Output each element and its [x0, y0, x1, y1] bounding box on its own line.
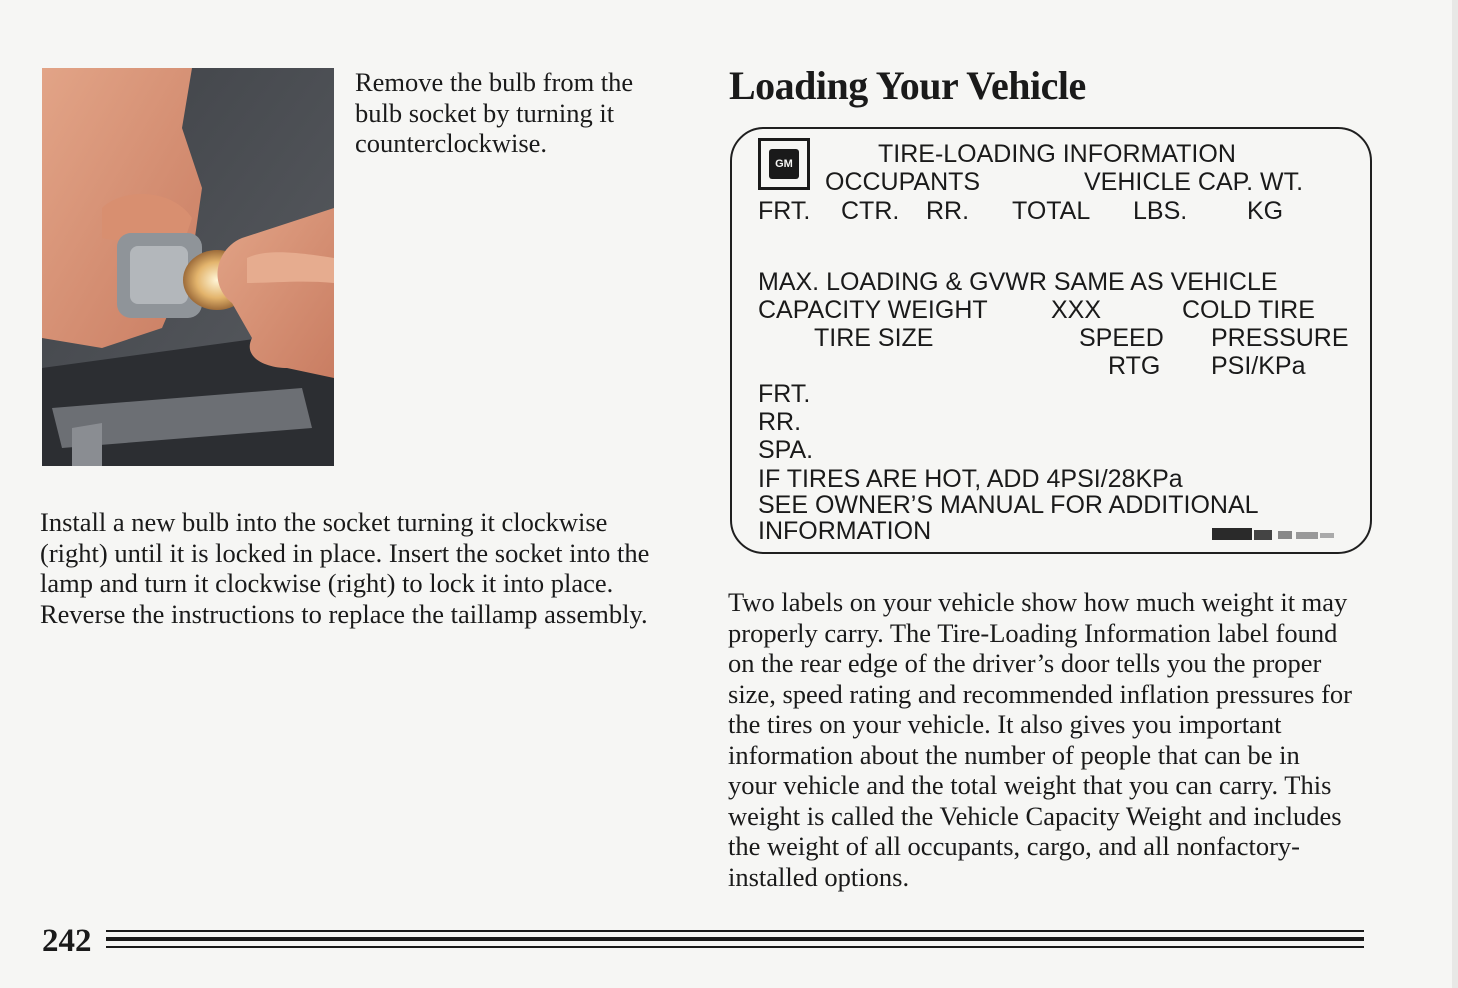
label-col-kg: KG: [1247, 197, 1284, 225]
label-psi-kpa: PSI/KPa: [1211, 352, 1306, 380]
footer-rule: [106, 937, 1364, 941]
install-instructions: Install a new bulb into the socket turning it clockwise (right) until it is locked in place. Insert the socket into the lamp and turn it clockwise (right) to lock it into place. Reverse the instructions to replace the taillamp assembly.: [40, 507, 650, 629]
label-manual-note-cont: INFORMATION: [758, 517, 932, 545]
label-cold-tire: COLD TIRE: [1182, 296, 1315, 324]
label-occupants: OCCUPANTS: [825, 168, 981, 196]
gm-logo-mark: GM: [769, 149, 799, 179]
page-number: 242: [42, 923, 92, 959]
label-col-rr: RR.: [926, 197, 970, 225]
gm-logo-icon: [758, 138, 810, 190]
label-hot-note: IF TIRES ARE HOT, ADD 4PSI/28KPa: [758, 465, 1183, 493]
label-pressure: PRESSURE: [1211, 324, 1349, 352]
label-heading: TIRE-LOADING INFORMATION: [878, 140, 1236, 168]
label-xxx: XXX: [1051, 296, 1102, 324]
label-manual-note: SEE OWNER’S MANUAL FOR ADDITIONAL: [758, 491, 1259, 519]
label-print-marks: [1210, 522, 1338, 544]
label-row-rr: RR.: [758, 408, 802, 436]
label-row-frt: FRT.: [758, 380, 811, 408]
label-capacity-weight: CAPACITY WEIGHT: [758, 296, 988, 324]
loading-paragraph: Two labels on your vehicle show how much weight it may properly carry. The Tire-Loading Information label found on the rear edge of the driver’s door tells you the proper size, speed rating and recommended inflation pressures for the tires on your vehicle. It also gives you important information about the number of people that can be in your vehicle and the total weight that you can carry. This weight is called the Vehicle Capacity Weight and includes the weight of all occupants, cargo, and all nonfactory-installed options.: [728, 587, 1353, 892]
label-rtg: RTG: [1108, 352, 1161, 380]
label-tire-size: TIRE SIZE: [814, 324, 934, 352]
label-speed: SPEED: [1079, 324, 1164, 352]
page-edge: [1452, 0, 1458, 988]
section-title: Loading Your Vehicle: [729, 63, 1086, 108]
label-col-total: TOTAL: [1012, 197, 1091, 225]
label-max-loading: MAX. LOADING & GVWR SAME AS VEHICLE: [758, 268, 1278, 296]
label-row-spa: SPA.: [758, 436, 814, 464]
label-col-ctr: CTR.: [841, 197, 900, 225]
label-vehicle-cap-wt: VEHICLE CAP. WT.: [1084, 168, 1304, 196]
footer-rule: [106, 930, 1364, 932]
photo-caption: Remove the bulb from the bulb socket by turning it counterclockwise.: [355, 67, 634, 158]
footer-rule: [106, 946, 1364, 948]
bulb-removal-photo: [42, 68, 334, 466]
label-col-lbs: LBS.: [1133, 197, 1188, 225]
label-col-frt: FRT.: [758, 197, 811, 225]
